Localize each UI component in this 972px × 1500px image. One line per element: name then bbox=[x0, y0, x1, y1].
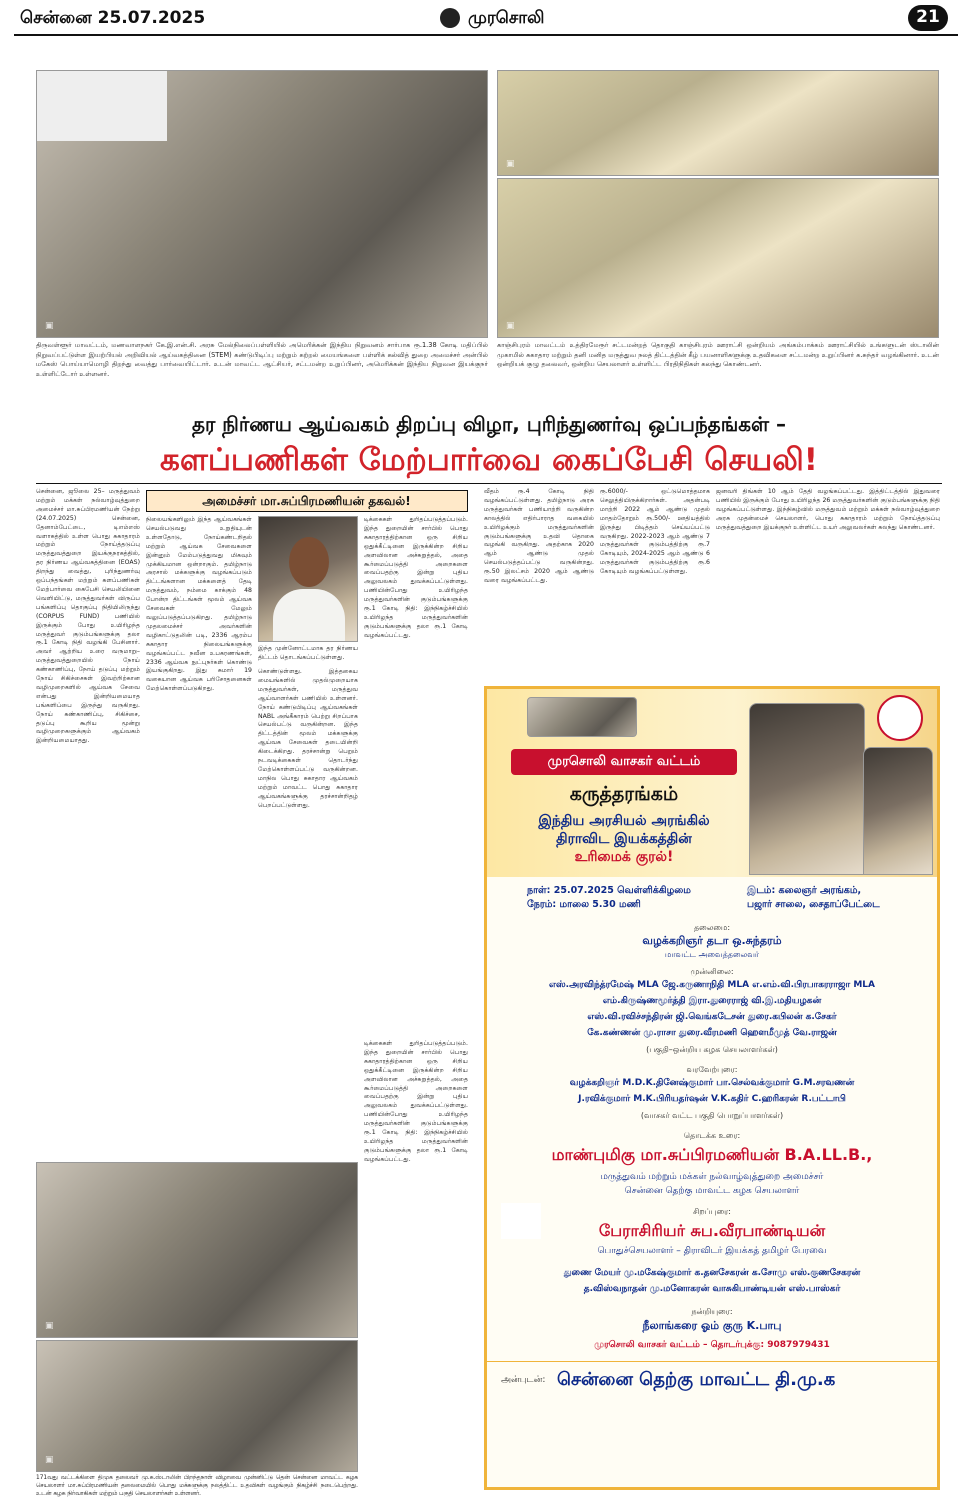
ad-organisers-1: துணை மேயர் மு.மகேஷ்குமார் க.தனசேகரன் க.சோமு எஸ்.குணசேகரன் bbox=[563, 1268, 861, 1278]
ad-venue-2: பஜார் சாலை, சைதாப்பேட்டை bbox=[747, 899, 880, 910]
ad-thanks: நீலாங்கரை ஓம் குரு K.பாபு bbox=[642, 1319, 782, 1332]
article-col-1: சென்னை, ஜூலை 25– மருத்துவம் மற்றும் மக்கள் நல்வாழ்வுத்துறை அமைச்சர் மா.சுப்பிரமணியன் நேற்று (24.07.2025) சென்னை, தேனாம்பேட்டை, டிஎம்எஸ் வளாகத்தில் உள்ள பொது சுகாதாரம் மற்றும் நோய்த்தடுப்பு மருத்துவத்துறை இயக்குநரகத்தில், தர நிர்ணய ஆய்வகத்தினை (EOAS) திறந்து வைத்து, புரிந்துணர்வு ஒப்பந்தங்கள் மற்றும் களப்பணிகள் மேற்பார்வை கைபேசி செயலியினை வெளியிட்டு, மருத்துவர்கள் விருப்ப பங்களிப்பு தொகுப்பு நிதியிலிருந்து (CORPUS FUND) பணியில் இருக்கும் போது உயிரிழந்த மருத்துவர் குடும்பங்களுக்கு தலா ரூ.1 கோடி நிதி வழங்கி பேசினார். அவர் ஆற்றிய உரை வருமாறு– மருத்துவத்துறையில் நோய் கண்காணிப்பு, நோய் தடுப்பு மற்றும் நோய் சிகிச்சைகள் இவற்றிற்கான வழிமுறைகளில் ஆய்வக சேவை என்பது இன்றியமையாத பங்களிப்பை இருந்து வருகிறது. நோய் கண்காணிப்பு, சிகிச்சை, தடுப்பு கூறிய மூன்று வழிமுறைகளுக்கும் ஆய்வகம் இன்றியமையாதது. bbox=[36, 488, 140, 745]
photo-placeholder-icon: ▣ bbox=[506, 321, 515, 331]
ad-leading-heading: முன்னிலை: bbox=[690, 967, 734, 976]
article-col-6: ரூ.6000/- ஒட்டுமொத்தமாக செலுத்தியிருக்கிறார்கள். அதன்படி மாற்றி 2022 ஆம் ஆண்டு முதல் மாதம்தோறும் ரூ.500/- ஊதியத்தில் இருந்து பிடித்தம் செய்யப்பட்டு வருகிறது. 2022-2023 ஆம் ஆண்டு 7 மருத்துவர்கள் குடும்பத்திற்கு ரூ.7 கோடியும், 2024-2025 ஆம் ஆண்டு 6 மருத்துவர்கள் குடும்பத்திற்கு ரூ.6 கோடியும் வழங்கப்பட்டுள்ளது. bbox=[600, 488, 710, 576]
ad-footer-bar bbox=[487, 1361, 937, 1362]
ad-leading-note: (பகுதி–ஒன்றிய கழக செயலாளர்கள்) bbox=[646, 1045, 778, 1054]
caption-top-right: காஞ்சிபுரம் மாவட்டம் உத்திரமேரூர் சட்டமன்றத் தொகுதி காஞ்சிபுரம் ஊராட்சி ஒன்றியம் அங்கம்பாக்கம் ஊராட்சியில் உங்களுடன் ஸ்டாலின் முகாமில் சுகாதார மற்றும் தனி மனித மருத்துவ நலத் திட்டத்தின் கீழ் பயனாளிகளுக்கு உதவிகளை சட்டமன்ற உறுப்பினர் க.சுந்தர் வழங்கினார். உடன் ஒன்றியக் குழு தலைவர், ஒன்றிய செயலாளர் உள்ளிட்ட பிரதிநிதிகள் கலந்து கொண்டனர். bbox=[497, 341, 939, 369]
subheadline: அமைச்சர் மா.சுப்பிரமணியன் தகவல்! bbox=[202, 494, 411, 508]
ad-special-heading: சிறப்புரை: bbox=[692, 1207, 731, 1216]
portrait-shirt bbox=[273, 589, 345, 642]
paper-logo-icon bbox=[440, 8, 460, 28]
caption-bottom-left: 171வது வட்டக்கிளை திமுக தலைவர் மு.க.ஸ்டாலின் பிறந்தநாள் விழாவை முன்னிட்டு தென் சென்னை மாவட்ட கழக செயலாளர் மா.சுப்பிரமணியன் தலைமையில் பொது மக்களுக்கு நலத்திட்ட உதவிகள் வழங்கும் நிகழ்ச்சி நடைபெற்றது. உடன் கழக நிர்வாகிகள் மற்றும் பகுதி செயலாளர்கள் உள்ளனர். bbox=[36, 1475, 358, 1497]
ad-tagline-1: இந்திய அரசியல் அரங்கில் bbox=[538, 813, 710, 829]
headline-main: களப்பணிகள் மேற்பார்வை கைப்பேசி செயலி! bbox=[160, 442, 818, 478]
ad-special-speaker: பேராசிரியர் சுப.வீரபாண்டியன் bbox=[598, 1221, 826, 1240]
ad-venue-1: இடம்: கலைஞர் அரங்கம், bbox=[747, 885, 862, 896]
ad-welcome-note: (வாசகர் வட்ட பகுதி பொறுப்பாளர்கள்) bbox=[640, 1111, 784, 1120]
ad-welcome-2: J.ரவிக்குமார் M.K.பிரியதர்ஷன் V.K.கதிர் C.ஹரிகரன் R.பட்டாபி bbox=[578, 1094, 846, 1104]
ad-tagline-3: உரிமைக் குரல்! bbox=[574, 849, 674, 865]
ad-date: நாள்: 25.07.2025 வெள்ளிக்கிழமை bbox=[527, 885, 691, 896]
photo-camp-top bbox=[497, 70, 939, 176]
photo-placeholder-icon: ▣ bbox=[45, 1455, 54, 1465]
ad-footer: சென்னை தெற்கு மாவட்ட தி.மு.க bbox=[557, 1369, 836, 1390]
ad-banner-text: முரசொலி வாசகர் வட்டம் bbox=[547, 754, 701, 769]
photo-event-1 bbox=[36, 1162, 358, 1338]
article-col-4b: டிக்கைகள் துரிதப்படுத்தப்படும். இந்த துறையின் சார்பில் பொது சுகாதாரத்திற்கான ஒரு சிறிய ஒதுக்கீட்டினை இருக்கின்ற சிறிய அளவிலான அச்சுறுத்தல், அதை கூர்மைப்படுத்தி அறைகளை வைப்பதற்கு இன்று புதிய அலுவலகம் துவக்கப்பட்டுள்ளது. பணியின்போது உயிரிழந்த மருத்துவர்களின் குடும்பங்களுக்கு ரூ.1 கோடி நிதி: இந்நிகழ்ச்சியில் உயிரிழந்த மருத்துவர்களின் குடும்பங்களுக்கு தலா ரூ.1 கோடி வழங்கப்பட்டது. bbox=[364, 1040, 468, 1163]
ad-contact: முரசொலி வாசகர் வட்டம் – தொடர்புக்கு: 9087979431 bbox=[594, 1340, 830, 1350]
minister-portrait bbox=[258, 516, 358, 642]
ad-leading-1: எஸ்.அரவிந்த்ரமேஷ் MLA ஜே.கருணாநிதி MLA எ.எம்.வி.பிரபாகரராஜா MLA bbox=[548, 980, 876, 990]
ad-leading-3: எஸ்.வி.ரவிச்சந்திரன் ஜி.வெங்கடேசன் துரை.கபிலன் க.சேகர் bbox=[587, 1012, 837, 1022]
ad-opening-role-1: மருத்துவம் மற்றும் மக்கள் நல்வாழ்வுத்துறை அமைச்சர் bbox=[600, 1172, 824, 1182]
photo-event-2 bbox=[36, 1340, 358, 1472]
ad-time: நேரம்: மாலை 5.30 மணி bbox=[527, 899, 641, 910]
ad-presided-heading: தலைமை: bbox=[693, 923, 731, 932]
ad-welcome-1: வழக்கறிஞர் M.D.K.தினேஷ்குமார் பா.செல்வக்குமார் G.M.சரவணன் bbox=[569, 1078, 855, 1088]
ad-presided-role: மாவட்ட அவைத்தலைவர் bbox=[664, 950, 760, 959]
masthead bbox=[0, 0, 972, 36]
portrait-caption: இந்த முன்னோட்டமாக தர நிர்ணய திட்டம் தொடங்கப்பட்டுள்ளது. bbox=[258, 645, 358, 661]
ad-opening-speaker: மாண்புமிகு மா.சுப்பிரமணியன் B.A.LL.B., bbox=[551, 1145, 873, 1164]
ad-opening-heading: தொடக்க உரை: bbox=[683, 1131, 741, 1140]
photo-lab-inauguration bbox=[36, 70, 488, 338]
article-col-7: ஜனவரி திங்கள் 10 ஆம் தேதி வழங்கப்பட்டது. இத்திட்டத்தில் இதுவரை பணியில் இருக்கும் போது உயிரிழந்த 26 மருத்துவர்களின் குடும்பங்களுக்கு நிதி வழங்கப்பட்டுள்ளது. இந்நிகழ்வில் மருத்துவம் மற்றும் மக்கள் நல்வாழ்வுத்துறை அரசு முதன்மைச் செயலாளர், பொது சுகாதாரம் மற்றும் நோய்த்தடுப்பு மருத்துவத்துறை இயக்குநர் உள்ளிட்ட உயர் அலுவலர்கள் கலந்து கொண்டனர். bbox=[716, 488, 940, 531]
article-col-3: கொண்டுள்ளது. இத்தகைய மையங்களில் முதல்முறையாக மருத்துவர்கள், மருத்துவ ஆய்வாளர்கள் பணியில் உள்ளனர். நோய் கண்டுபிடிப்பு ஆய்வகங்கள் NABL அங்கீகாரம் பெற்று சிறப்பாக செயல்பட்டு வருகின்றன. இந்த திட்டத்தின் மூலம் மக்களுக்கு ஆய்வக சேவைகள் தடையின்றி கிடைக்கிறது. தரச்சான்று பெறும் நடவடிக்கைகள் தொடர்ந்து மேற்கொள்ளப்பட்டு வருகின்றன. மாநில பொது சுகாதார ஆய்வகம் மற்றும் மாவட்ட பொது சுகாதார ஆய்வகங்களுக்கு தரச்சான்றிதழ் பெறப்பட்டுள்ளது. bbox=[258, 668, 358, 809]
ad-leading-2: எம்.கிருஷ்ணமூர்த்தி இரா.துரைராஜ் வி.இ.மதியழகன் bbox=[602, 996, 822, 1006]
page-number: 21 bbox=[916, 7, 940, 27]
photo-placeholder-icon: ▣ bbox=[45, 1321, 54, 1331]
photo-placeholder-icon: ▣ bbox=[506, 159, 515, 169]
article-col-2: நிலையங்களிலும் இந்த ஆய்வகங்கள் செயல்படுவது உறுதியுடன் உள்ளதோடு, நோய்கண்டறிதல் மற்றும் ஆய்வக சேவைகளை இன்னும் மேம்படுத்துவது மிகவும் முக்கியமான ஒன்றாகும். தமிழ்நாடு அரசால் மக்களுக்கு வழங்கப்படும் திட்டங்களான மக்களைத் தேடி மருத்துவம், நம்மை காக்கும் 48 போன்ற திட்டங்கள் மூலம் ஆய்வக சேவைகள் மேலும் வலுப்படுத்தப்படுகிறது. தமிழ்நாடு முதலமைச்சர் அவர்களின் வழிகாட்டுதலின் படி, 2336 ஆரம்ப சுகாதார நிலையங்களுக்கு வழங்கப்பட்ட நவீன உபகரணங்கள், 2336 ஆய்வக நுட்புநர்கள் கொண்டு இயங்குகிறது. இது சுமார் 19 வகையான ஆய்வக பரிசோதனைகள் மேற்கொள்ளப்படுகிறது. bbox=[146, 516, 252, 693]
photo-placeholder-icon: ▣ bbox=[45, 321, 54, 331]
dmk-emblem-icon bbox=[877, 695, 923, 741]
article-col-4: டிக்கைகள் துரிதப்படுத்தப்படும். இந்த துறையின் சார்பில் பொது சுகாதாரத்திற்கான ஒரு சிறிய ஒதுக்கீட்டினை இருக்கின்ற சிறிய அளவிலான அச்சுறுத்தல், அதை கூர்மைப்படுத்தி அறைகளை வைப்பதற்கு இன்று புதிய அலுவலகம் துவக்கப்பட்டுள்ளது. பணியின்போது உயிரிழந்த மருத்துவர்களின் குடும்பங்களுக்கு ரூ.1 கோடி நிதி: இந்நிகழ்ச்சியில் உயிரிழந்த மருத்துவர்களின் குடும்பங்களுக்கு தலா ரூ.1 கோடி வழங்கப்பட்டது. bbox=[364, 516, 468, 639]
ad-special-role: பொதுச்செயலாளர் – திராவிடர் இயக்கத் தமிழர் பேரவை bbox=[597, 1246, 827, 1256]
ad-presided: வழக்கறிஞர் தடா ஒ.சுந்தரம் bbox=[642, 934, 782, 947]
ad-welcome-heading: வரவேற்புரை: bbox=[686, 1065, 738, 1074]
date-line: சென்னை 25.07.2025 bbox=[20, 8, 206, 28]
chief-minister-portrait bbox=[749, 703, 865, 875]
ad-thanks-heading: நன்றியுரை: bbox=[691, 1307, 733, 1316]
ad-tagline-2: திராவிட இயக்கத்தின் bbox=[556, 831, 692, 847]
deputy-portrait bbox=[863, 747, 933, 875]
banner-board bbox=[37, 71, 167, 141]
ad-leading-4: கே.கண்ணன் மு.ராசா துரை.வீரமணி ஹெளமீமுத் வே.ராஜன் bbox=[587, 1028, 837, 1038]
caption-top-left: திருவள்ளூர் மாவட்டம், மணவாளநகர் கே.இ.என்.சி. அரசு மேல்நிலைப்பள்ளியில் அமெரிக்கன் இந்திய நிறுவனம் சார்பாக ரூ.1.38 கோடி மதிப்பில் நிறுவப்பட்டுள்ள இயற்பியல் அறிவியல் ஆய்வகத்தினை (STEM) கண்டுபிடிப்பு மற்றும் கற்றல் மையங்களை பள்ளிக் கல்வித் துறை அமைச்சர் அன்பில் மகேஸ் பொய்யாமொழி திறந்து வைத்து பார்வையிட்டார். உடன் மாவட்ட ஆட்சியர், சட்டமன்ற உறுப்பினர், அமெரிக்கன் இந்திய நிறுவன இயக்குநர் உள்ளிட்டோர் உள்ளனர். bbox=[36, 341, 488, 378]
portrait-face bbox=[289, 537, 329, 587]
headline-kicker: தர நிர்ணய ஆய்வகம் திறப்பு விழா, புரிந்துணர்வு ஒப்பந்தங்கள் – bbox=[191, 412, 787, 436]
headline-rule bbox=[36, 483, 942, 484]
photo-camp-bottom bbox=[497, 178, 939, 338]
ad-organisers-2: த.விஸ்வநாதன் மு.மனோகரன் வாசுகிபாண்டியன் எஸ்.பாஸ்கர் bbox=[583, 1284, 841, 1294]
subheadline-box bbox=[146, 490, 468, 512]
ad-opening-role-2: சென்னை தெற்கு மாவட்ட கழக செயலாளர் bbox=[624, 1186, 800, 1196]
ad-banner bbox=[511, 749, 737, 775]
seminar-advertisement bbox=[484, 686, 940, 1490]
article-col-5: வீதம் ரூ.4 கோடி நிதி வழங்கப்பட்டுள்ளது. தமிழ்நாடு அரசு மருத்துவர்கள் பணியாற்றி வருகின்ற காலத்தில் எதிர்பாராத வகையில் உயிரிழக்கும் மருத்துவர்களின் குடும்பங்களுக்கு உதவி தொகை வழங்கி வருகிறது. அதற்காக 2020 ஆம் ஆண்டு முதல் செயல்படுத்தப்பட்டு வருகின்றது. ரூ.50 இலட்சம் 2020 ஆம் ஆண்டு வரை வழங்கப்பட்டது. bbox=[484, 488, 594, 585]
leaders-portraits bbox=[527, 697, 637, 737]
masthead-rule bbox=[14, 34, 958, 36]
paper-name: முரசொலி bbox=[468, 8, 545, 28]
ad-title: கருத்தரங்கம் bbox=[569, 783, 679, 805]
ad-footer-pre: அன்புடன்: bbox=[501, 1375, 546, 1385]
